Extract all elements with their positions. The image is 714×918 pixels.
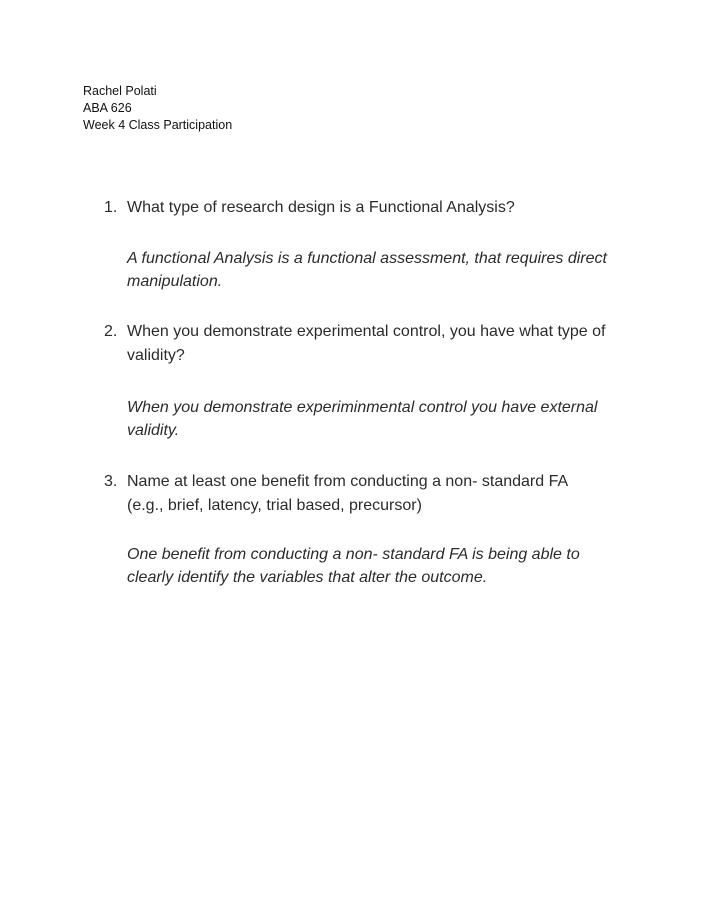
- question-number: 3.: [104, 473, 118, 490]
- assignment-title: Week 4 Class Participation: [83, 118, 233, 132]
- question-text: What type of research design is a Functional Analysis?: [127, 199, 515, 216]
- question-number: 2.: [104, 323, 118, 340]
- question-text: Name at least one benefit from conducting a non- standard FA (e.g., brief, latency, trial based, precursor): [127, 473, 568, 514]
- author-name: Rachel Polati: [83, 84, 157, 98]
- answer-text: A functional Analysis is a functional assessment, that requires direct manipulation.: [127, 250, 607, 290]
- answer-text: One benefit from conducting a non- standard FA is being able to clearly identify the variables that alter the outcome.: [127, 546, 580, 586]
- question-number: 1.: [104, 199, 118, 216]
- document-header: [83, 83, 232, 134]
- course-code: ABA 626: [83, 101, 132, 115]
- question-text: When you demonstrate experimental control, you have what type of validity?: [127, 323, 606, 364]
- answer-text: When you demonstrate experiminmental control you have external validity.: [127, 399, 598, 439]
